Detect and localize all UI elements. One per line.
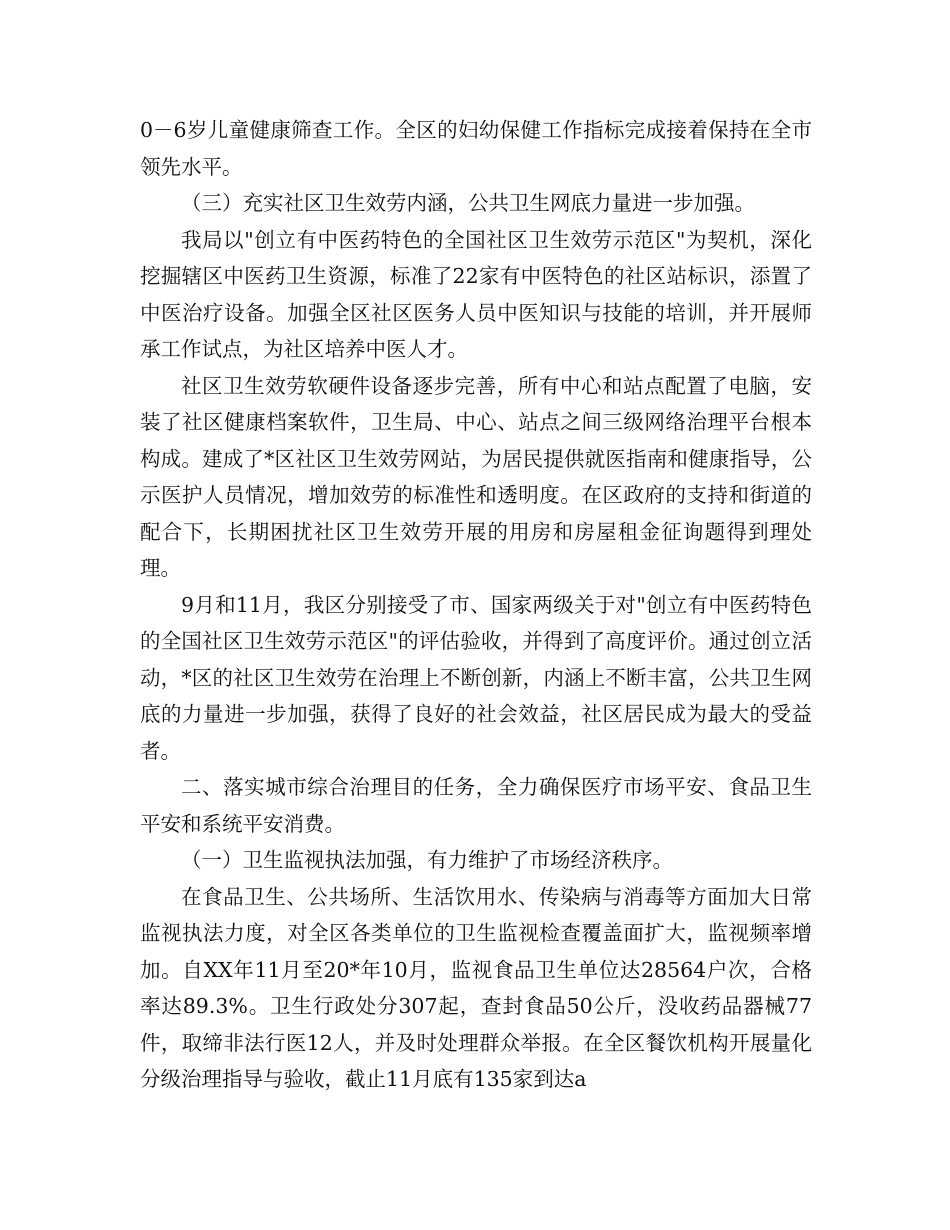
paragraph-5: 在食品卫生、公共场所、生活饮用水、传染病与消毒等方面加大日常监视执法力度，对全区各类单位的卫生监视检查覆盖面扩大，监视频率增加。自XX年11月至20*年10月，监视食品卫生单位达28564户次，合格率达89.3%。卫生行政处分307起，查封食品50公斤，没收药品器械77件，取缔非法行医12人，并及时处理群众举报。在全区餐饮机构开展量化分级治理指导与验收，截止11月底有135家到达a bbox=[140, 884, 812, 1091]
paragraph-2: 我局以"创立有中医药特色的全国社区卫生效劳示范区"为契机，深化挖掘辖区中医药卫生资源，标准了22家有中医特色的社区站标识，添置了中医治疗设备。加强全区社区医务人员中医知识与技能的培训，并开展师承工作试点，为社区培养中医人才。 bbox=[140, 227, 812, 361]
section-heading-2-1: （一）卫生监视执法加强，有力维护了市场经济秩序。 bbox=[181, 848, 673, 872]
paragraph-1: 0－6岁儿童健康筛查工作。全区的妇幼保健工作指标完成接着保持在全市领先水平。 bbox=[140, 118, 812, 179]
section-heading-3: （三）充实社区卫生效劳内涵，公共卫生网底力量进一步加强。 bbox=[181, 191, 755, 215]
paragraph-4: 9月和11月，我区分别接受了市、国家两级关于对"创立有中医药特色的全国社区卫生效劳示范区"的评估验收，并得到了高度评价。通过创立活动，*区的社区卫生效劳在治理上不断创新，内涵上不断丰富，公共卫生网底的力量进一步加强，获得了良好的社会效益，社区居民成为最大的受益者。 bbox=[140, 592, 812, 763]
document-body bbox=[140, 112, 812, 1098]
section-heading-2: 二、落实城市综合治理目的任务，全力确保医疗市场平安、食品卫生平安和系统平安消费。 bbox=[140, 775, 812, 836]
paragraph-3: 社区卫生效劳软硬件设备逐步完善，所有中心和站点配置了电脑，安装了社区健康档案软件，卫生局、中心、站点之间三级网络治理平台根本构成。建成了*区社区卫生效劳网站，为居民提供就医指南和健康指导，公示医护人员情况，增加效劳的标准性和透明度。在区政府的支持和街道的配合下，长期困扰社区卫生效劳开展的用房和房屋租金征询题得到理处理。 bbox=[140, 373, 812, 580]
